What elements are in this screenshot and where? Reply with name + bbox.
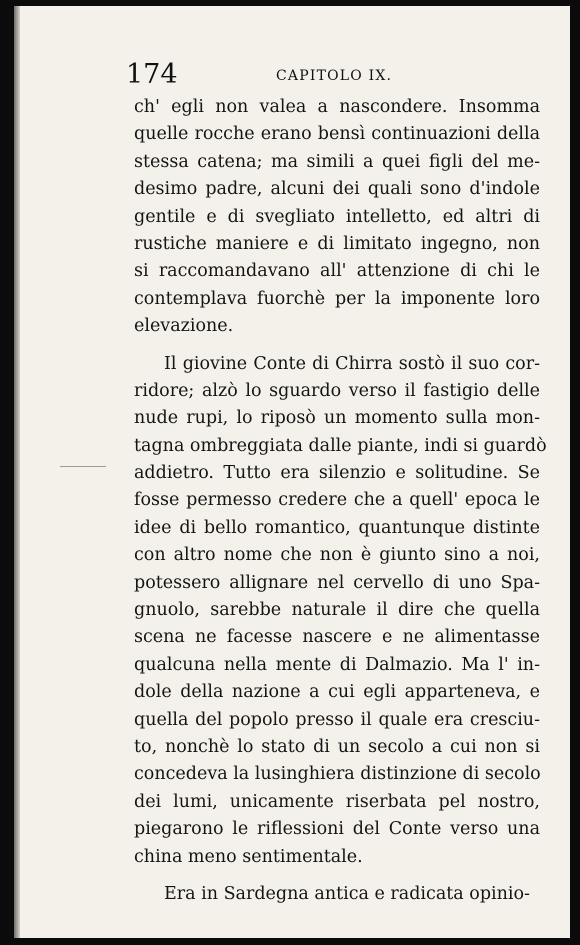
text-line: scena ne facesse nascere e ne alimentasse <box>134 627 540 648</box>
text-line: dole della nazione a cui egli apparteneva, e <box>134 682 540 703</box>
text-line: to, nonchè lo stato di un secolo a cui non si <box>134 736 540 757</box>
text-line: fosse permesso credere che a quell' epoca le <box>134 490 540 511</box>
paragraph <box>134 94 540 341</box>
text-line: dei lumi, unicamente riserbata pel nostro, <box>134 791 540 812</box>
text-line: gnuolo, sarebbe naturale il dire che quella <box>134 600 540 621</box>
text-line: quella del popolo presso il quale era cresciu- <box>134 709 540 730</box>
running-head <box>126 60 540 92</box>
page-spine-shadow <box>14 6 20 938</box>
text-line: rustiche maniere e di limitato ingegno, non <box>134 233 540 254</box>
text-line: china meno sentimentale. <box>134 846 363 867</box>
text-line: ridore; alzò lo sguardo verso il fastigio delle <box>134 380 540 401</box>
text-line: tagna ombreggiata dalle piante, indi si guardò <box>134 435 547 456</box>
text-line: addietro. Tutto era silenzio e solitudine. Se <box>134 463 540 484</box>
text-line: contemplava fuorchè per la imponente loro <box>134 288 540 309</box>
text-line: gentile e di svegliato intelletto, ed altri di <box>134 206 540 227</box>
text-line: idee di bello romantico, quantunque distinte <box>134 517 540 538</box>
margin-pencil-mark <box>60 466 106 467</box>
body-text <box>134 94 547 908</box>
text-line: potessero allignare nel cervello di uno Spa- <box>134 572 540 593</box>
text-line: qualcuna nella mente di Dalmazio. Ma l' in- <box>134 654 540 675</box>
text-line: piegarono le riflessioni del Conte verso una <box>134 819 540 840</box>
text-line: concedeva la lusinghiera distinzione di secolo <box>134 764 541 785</box>
text-line: stessa catena; ma simili a quei figli del me- <box>134 151 540 172</box>
chapter-title: CAPITOLO IX. <box>276 68 393 84</box>
text-line: elevazione. <box>134 316 234 337</box>
text-line: con altro nome che non è giunto sino a noi, <box>134 545 540 566</box>
text-line: Era in Sardegna antica e radicata opinio- <box>164 883 530 904</box>
page-number: 174 <box>126 59 178 90</box>
text-line: ch' egli non valea a nascondere. Insomma <box>134 97 540 117</box>
text-line: si raccomandavano all' attenzione di chi le <box>134 261 540 282</box>
text-line: Il giovine Conte di Chirra sostò il suo cor- <box>164 353 540 374</box>
text-line: quelle rocche erano bensì continuazioni della <box>134 124 540 145</box>
book-page <box>14 6 570 938</box>
text-line: desimo padre, alcuni dei quali sono d'indole <box>134 179 540 200</box>
text-line: nude rupi, lo riposò un momento sulla mon- <box>134 408 540 429</box>
paragraph <box>134 881 540 908</box>
paragraph <box>134 351 547 871</box>
